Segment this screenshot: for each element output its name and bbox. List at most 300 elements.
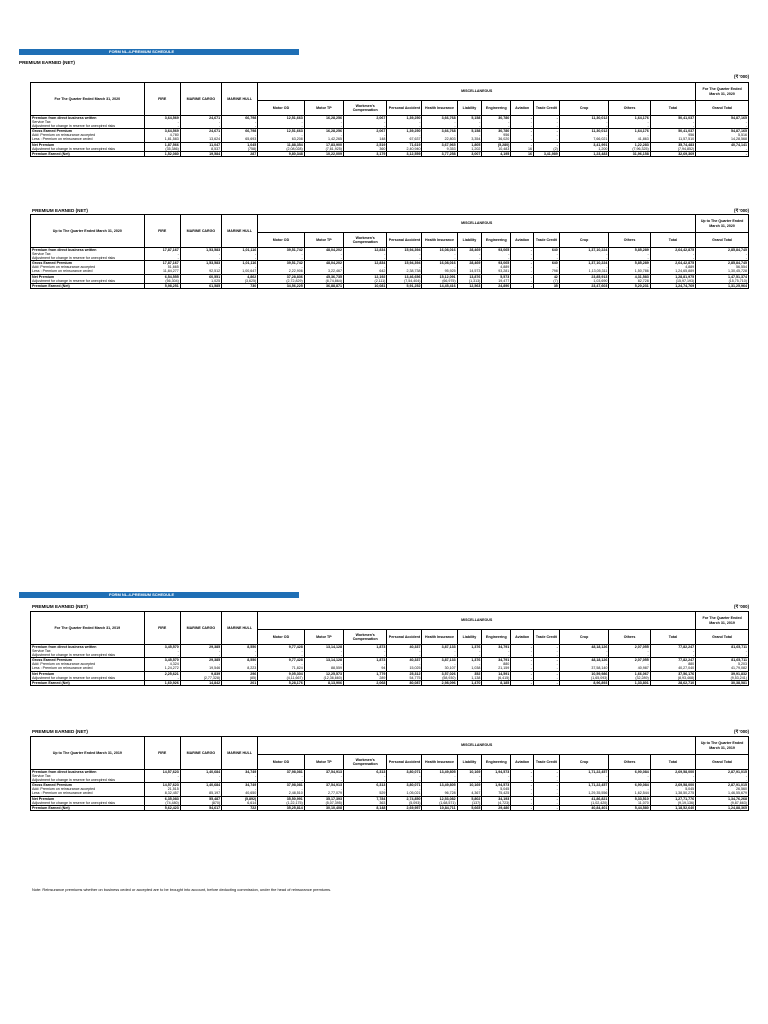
column-header: Crop [559,101,609,116]
row-label: Net Premium [31,142,145,147]
table-cell: 2,40,940 [387,147,422,152]
table-cell: - [222,778,258,783]
table-cell: 1,202 [457,147,482,152]
table-cell: 35,50,991 [258,796,304,801]
table-cell: (1,68,571) [422,801,457,806]
table-cell: 1,66,067 [609,671,650,676]
grand-total-header: Grand Total [696,630,749,645]
table-cell: 4,862 [222,274,258,279]
table-cell: 3,87,133 [422,658,457,663]
table-cell: 2,38,738 [387,269,422,274]
table-cell: 3,45,570 [144,658,180,663]
table-cell: - [534,252,560,256]
table-cell: 56,554 [696,265,749,269]
table-cell: 82,728 [609,279,650,284]
table-cell: 12,53,082 [422,796,457,801]
table-cell: 1,87,566 [144,142,180,147]
table-cell: 40,337 [387,645,422,650]
table-cell: 63,208 [258,137,304,142]
table-cell: - [534,774,560,778]
table-cell: 1,24,65,889 [650,269,695,274]
column-header: FIRE [144,737,180,770]
table-cell: 1,23,483 [559,151,609,156]
column-header: Workmen's Compensation [343,101,386,116]
row-label: Gross Earned Premium [31,783,145,788]
table-cell: - [222,649,258,653]
table-cell: - [387,133,422,137]
right-period-header: Up to The Quarter Ended March 31, 2020 [696,215,749,233]
table-cell: 24,671 [180,116,221,121]
period-header: For The Quarter Ended March 31, 2019 [31,612,145,645]
table-cell: - [304,774,343,778]
table-cell: 8,550 [222,658,258,663]
table-cell: 1,39,250 [387,129,422,134]
row-label: Less : Premium on reinsurance ceded [31,666,145,671]
table-cell: - [258,252,304,256]
table-cell: 9,80,348 [258,151,304,156]
table-cell: 1,24,88,365 [696,805,749,810]
table-cell: - [482,252,511,256]
table-cell: - [696,778,749,783]
table-cell: - [534,653,560,658]
table-cell: 13,49,805 [422,783,457,788]
row-label: Premium from direct business written [31,645,145,650]
table-cell: - [534,671,560,676]
table-cell: 11,30,012 [559,116,609,121]
column-header: Aviation [511,233,534,248]
table-cell: - [511,783,534,788]
table-cell: - [343,778,386,783]
table-cell: 5,802 [457,796,482,801]
table-cell: 30,780 [482,116,511,121]
table-cell: 3,12,559 [387,151,422,156]
column-header: Others [609,755,650,770]
table-cell: - [304,124,343,129]
row-label: Adjustment for change in reserve for unexpired risks [31,653,145,658]
table-cell: - [258,133,304,137]
table-cell: - [511,649,534,653]
table-cell: 4,889 [482,265,511,269]
table-cell: 11,84,277 [144,269,180,274]
table-cell: 32,69,369 [650,151,695,156]
row-label: Gross Earned Premium [31,129,145,134]
table-cell: 2,25,621 [144,671,180,676]
table-cell: 95,925 [422,269,457,274]
table-cell: - [144,120,180,124]
section-heading: PREMIUM EARNED (NET) [19,60,75,65]
unit-label: (₹ '000) [734,604,749,609]
table-cell: 29,480 [482,805,511,810]
table-cell: - [144,649,180,653]
table-cell: 2,519 [343,142,386,147]
table-cell: 13,49,805 [422,770,457,775]
table-cell: - [650,252,695,256]
table-cell: - [511,133,534,137]
table-cell: 10,59,986 [559,671,609,676]
column-header: Crop [559,233,609,248]
table-cell: - [304,252,343,256]
table-cell: 4,780 [144,133,180,137]
table-cell: - [457,787,482,791]
column-header: Trade Credit [534,233,560,248]
table-cell: 3,41,991 [559,142,609,147]
table-cell: 1,40,684 [180,770,221,775]
table-cell: (1,65,093) [559,676,609,681]
table-cell: 29,385 [180,645,221,650]
table-cell: 26,560 [696,787,749,791]
table-cell: - [222,662,258,666]
table-cell: - [696,252,749,256]
table-cell: 1,33,801 [609,680,650,685]
misc-header: MISCELLANEOUS [258,612,696,630]
table-cell: 2,48,510 [258,791,304,796]
table-cell: 9,839 [180,671,221,676]
table-cell: - [258,774,304,778]
table-cell: 11,30,012 [559,129,609,134]
table-cell: 1,05,021 [387,791,422,796]
table-cell: 722 [222,805,258,810]
footnote: Note: Reinsurance premiums whether on business ceded or accepted are to be brought into account, before deducting commission, under the head of reinsurance premiums. [32,887,332,892]
table-cell: 2,87,91,015 [696,770,749,775]
table-cell: - [511,778,534,783]
table-cell: 1,64,176 [609,129,650,134]
table-cell: (137) [457,801,482,806]
table-cell: 7,66,021 [559,137,609,142]
table-cell: - [559,653,609,658]
table-cell: 34,791 [482,658,511,663]
column-header: Total [650,233,695,248]
table-cell: 23,47,603 [559,283,609,288]
table-cell: 1,37,10,224 [559,248,609,253]
table-cell: 40,74,141 [696,142,749,147]
table-cell: 14,45,416 [422,283,457,288]
table-cell: - [222,265,258,269]
table-cell: 16,28,256 [304,129,343,134]
table-cell: - [511,265,534,269]
table-cell: 640 [534,261,560,266]
table-cell: 12,51,663 [258,129,304,134]
table-cell: - [534,796,560,801]
column-header: Trade Credit [534,101,560,116]
table-cell: 2,85,84,745 [696,248,749,253]
table-cell: - [609,653,650,658]
table-cell: 34,56,225 [258,283,304,288]
table-cell: 8,185 [482,680,511,685]
table-cell: - [422,778,457,783]
table-cell: - [534,680,560,685]
table-cell: - [180,124,221,129]
table-cell: - [457,120,482,124]
table-cell: 14,28,568 [696,137,749,142]
table-cell: 148 [343,137,386,142]
table-cell: - [511,116,534,121]
table-cell: 81,65,711 [696,658,749,663]
table-cell: 13,46,656 [387,274,422,279]
table-cell: - [650,653,695,658]
table-cell: 956 [650,133,695,137]
table-cell: 17,87,167 [144,248,180,253]
table-cell: 7,784 [343,796,386,801]
table-cell: 2,69,957 [387,805,422,810]
table-cell: - [304,133,343,137]
table-cell: 12,51,663 [258,116,304,121]
column-header: Motor TP [304,101,343,116]
table-cell: - [422,256,457,261]
table-cell: - [534,805,560,810]
table-cell: 37,54,913 [304,770,343,775]
table-cell: - [180,120,221,124]
table-cell: 15,94,394 [387,261,422,266]
table-cell: - [457,778,482,783]
column-header: Engineering [482,630,511,645]
table-cell: 39,51,742 [258,261,304,266]
table-cell: 2,07,055 [609,645,650,650]
table-cell: - [457,133,482,137]
table-cell: - [511,274,534,279]
form-banner: FORM NL-4-PREMIUM SCHEDULE [19,592,299,598]
row-label: Gross Earned Premium [31,658,145,663]
column-header: Personal Accident [387,233,422,248]
table-cell: 54,775 [387,676,422,681]
table-cell: - [482,778,511,783]
table-cell: - [511,680,534,685]
table-cell: - [559,133,609,137]
table-cell: (9,19,136) [650,801,695,806]
table-cell: 2,77,079 [304,791,343,796]
table-cell: 9,77,428 [258,658,304,663]
table-cell: - [696,649,749,653]
table-cell: 25,312 [387,671,422,676]
table-cell: 730 [222,283,258,288]
table-cell: 8,32,457 [144,791,180,796]
table-cell: 80,087 [387,680,422,685]
table-cell: 642 [343,269,386,274]
table-cell: 529 [343,791,386,796]
table-cell: 28,62,710 [650,680,695,685]
table-cell: 8,13,906 [304,680,343,685]
table-cell: 1,24,272 [144,666,180,671]
table-cell: (32,289) [609,676,650,681]
table-cell: - [511,796,534,801]
table-cell: - [343,133,386,137]
column-header: Trade Credit [534,630,560,645]
table-cell: 2,067 [343,129,386,134]
table-cell: 12,563 [457,283,482,288]
table-cell: - [343,252,386,256]
table-cell: 60,551 [180,274,221,279]
table-cell: - [482,653,511,658]
table-cell: - [511,137,534,142]
table-cell: 296 [222,671,258,676]
table-cell: 41,863 [609,137,650,142]
table-cell: 4,195 [482,151,511,156]
table-cell: 6,90,084 [609,770,650,775]
table-cell: - [387,662,422,666]
table-cell: - [534,770,560,775]
table-cell: - [511,261,534,266]
table-cell: - [343,774,386,778]
table-cell: 5,203 [696,662,749,666]
table-cell: - [387,124,422,129]
row-label: Adjustment for change in reserve for unexpired risks [31,279,145,284]
table-cell: - [511,787,534,791]
misc-header: MISCELLANEOUS [258,215,696,233]
table-cell: - [343,649,386,653]
column-header: Aviation [511,755,534,770]
table-cell: - [559,252,609,256]
table-cell: - [482,649,511,653]
table-cell: - [180,778,221,783]
table-cell: - [387,252,422,256]
table-cell: 10,081 [343,283,386,288]
table-cell: 40,84,401 [559,805,609,810]
row-label: Service Tax [31,649,145,653]
table-cell: 1,00,647 [222,269,258,274]
table-cell: 15,94,394 [387,248,422,253]
row-label: Adjustment for change in reserve for unexpired risks [31,256,145,261]
table-cell: 40,650 [222,791,258,796]
table-cell: - [258,256,304,261]
table-cell: - [511,142,534,147]
table-row [31,680,749,685]
table-cell: - [511,805,534,810]
table-cell: 16,08,016 [422,248,457,253]
table-cell: 3,64,569 [144,129,180,134]
table-cell: 40,27,040 [650,666,695,671]
table-cell: - [258,662,304,666]
table-cell: 1,62,544 [609,791,650,796]
table-cell: 1,27,71,776 [650,796,695,801]
table-cell: 12,834 [343,248,386,253]
table-cell: 2,69,58,000 [650,770,695,775]
table-cell: (5,892) [222,796,258,801]
table-cell: 3,354 [457,137,482,142]
table-cell: 66,798 [222,116,258,121]
table-cell: - [511,283,534,288]
column-header: MARINE HULL [222,737,258,770]
table-cell: 10,483 [482,147,511,152]
table-cell: - [422,774,457,778]
table-cell: (2) [534,147,560,152]
table-cell: 54,87,165 [696,129,749,134]
row-label: Premium from direct business written [31,116,145,121]
table-cell: 5,158 [457,129,482,134]
table-cell: 2,87,91,015 [696,783,749,788]
table-cell: - [696,653,749,658]
table-cell: 12,834 [343,261,386,266]
table-cell: 37,54,913 [304,783,343,788]
table-cell: 10,169 [457,783,482,788]
table-cell: 6,35,083 [144,796,180,801]
table-cell: 3,007 [457,151,482,156]
row-label: Net Premium [31,274,145,279]
row-label: Add: Premium on reinsurance accepted [31,133,145,137]
table-cell: - [144,778,180,783]
table-cell: - [343,120,386,124]
table-cell: 13,14,128 [304,658,343,663]
row-label: Adjustment for change in reserve for unexpired risks [31,124,145,129]
table-cell: 12,25,573 [304,671,343,676]
table-cell: - [650,774,695,778]
row-label: Premium Earned (Net) [31,151,145,156]
row-label: Less : Premium on reinsurance ceded [31,791,145,796]
table-cell: 1,13,05,311 [559,269,609,274]
table-cell: - [650,120,695,124]
table-cell: - [511,645,534,650]
column-header: Trade Credit [534,755,560,770]
table-cell: (8,74,864) [304,279,343,284]
table-cell: - [650,124,695,129]
table-cell: 1,39,250 [387,116,422,121]
table-cell: - [144,256,180,261]
premium-table [30,82,749,157]
table-cell: 93,281 [482,269,511,274]
table-cell: 3,179 [343,151,386,156]
table-cell: - [422,649,457,653]
table-cell: - [511,801,534,806]
table-cell: (7,61,925) [304,147,343,152]
table-cell: 2,64,42,875 [650,261,695,266]
table-cell: 35 [534,283,560,288]
table-cell: 1,52,080 [144,151,180,156]
table-cell: 1,24,74,769 [650,283,695,288]
table-cell: 37,98,081 [258,783,304,788]
table-cell: 5,85,289 [609,261,650,266]
table-cell: 9,353 [422,147,457,152]
table-cell: 28,469 [457,248,482,253]
table-cell: 6,90,084 [609,783,650,788]
table-cell: - [482,124,511,129]
column-header: MARINE CARGO [180,215,221,248]
table-cell: - [422,252,457,256]
column-header: MARINE HULL [222,83,258,116]
table-cell: - [559,778,609,783]
column-header: Aviation [511,630,534,645]
table-cell: - [457,252,482,256]
row-label: Premium from direct business written [31,248,145,253]
table-cell: 2,22,906 [258,269,304,274]
table-cell: - [457,124,482,129]
column-header: Liability [457,630,482,645]
table-cell: - [482,256,511,261]
table-cell: - [144,124,180,129]
table-cell: 37,98,081 [258,770,304,775]
table-cell: 5,158 [457,116,482,121]
table-cell: 40,987 [609,666,650,671]
table-cell: - [650,649,695,653]
table-cell: - [258,787,304,791]
table-cell: (4,11,667) [258,676,304,681]
table-cell: - [304,649,343,653]
table-cell: 37,58,140 [559,666,609,671]
table-cell: 77,82,247 [650,645,695,650]
table-cell: - [144,676,180,681]
table-cell: - [457,774,482,778]
table-cell: 1,64,176 [609,116,650,121]
table-cell: (5,07,395) [304,801,343,806]
table-cell: 8,550 [222,645,258,650]
table-cell: 5,045 [482,787,511,791]
column-header: Others [609,101,650,116]
table-cell: - [180,774,221,778]
column-header: Health Insurance [422,101,457,116]
form-banner: FORM NL-4-PREMIUM SCHEDULE [19,49,299,55]
table-cell: - [180,653,221,658]
table-cell: 3,45,570 [144,645,180,650]
unit-label: (₹ '000) [734,74,749,79]
table-cell: - [422,124,457,129]
table-cell: 3,67,965 [422,142,457,147]
